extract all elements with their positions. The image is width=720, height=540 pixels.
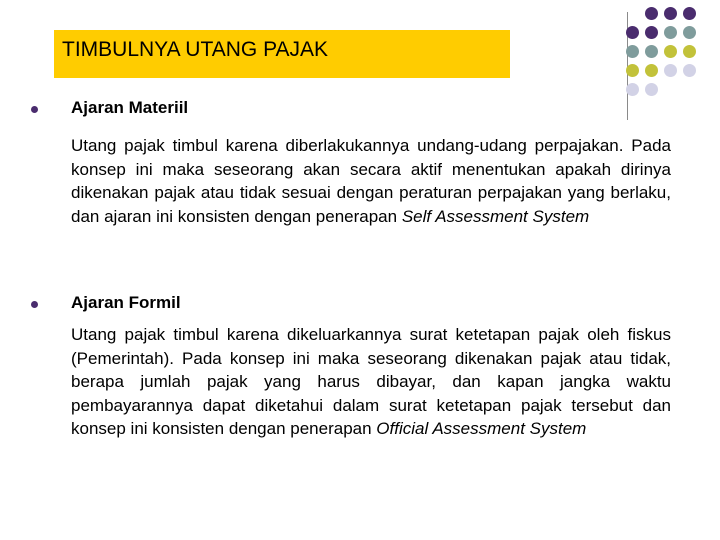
section-heading-materiil: Ajaran Materiil [71, 98, 189, 117]
decorative-dot [683, 64, 696, 77]
decorative-dot [664, 45, 677, 58]
italic-term: Official Assessment System [376, 419, 587, 439]
bullet-icon [31, 301, 38, 308]
decorative-dot [645, 26, 658, 39]
decorative-dot [683, 7, 696, 20]
decorative-dot [626, 45, 639, 58]
title-banner [54, 30, 510, 78]
italic-term: Self Assessment System [401, 206, 590, 226]
decorative-dot [664, 64, 677, 77]
decorative-dot [645, 7, 658, 20]
decorative-dot [626, 64, 639, 77]
section-heading-formil: Ajaran Formil [71, 293, 181, 312]
decorative-dot [645, 45, 658, 58]
decorative-dot [645, 64, 658, 77]
decorative-dot [626, 26, 639, 39]
decorative-dot [683, 26, 696, 39]
decorative-dot [664, 26, 677, 39]
bullet-icon [31, 106, 38, 113]
section-body-materiil: Utang pajak timbul karena diberlakukannya undang-udang perpajakan. Pada konsep ini maka seseorang akan secara aktif menentukan apakah dirinya dikenakan pajak atau tidak sesuai dengan peraturan perpajakan yang berlaku, dan ajaran ini konsisten dengan penerapan Self Assessment System [71, 136, 671, 226]
decorative-dot [626, 83, 639, 96]
slide-title: TIMBULNYA UTANG PAJAK [62, 38, 329, 61]
decorative-dot [664, 7, 677, 20]
decorative-dot [683, 45, 696, 58]
decorative-dot [645, 83, 658, 96]
section-body-formil: Utang pajak timbul karena dikeluarkannya surat ketetapan pajak oleh fiskus (Pemerintah). Pada konsep ini maka seseorang dikenakan pajak atau tidak, berapa jumlah pajak yang harus dibayar, dan kapan jangka waktu pembayarannya dapat diketahui dalam surat ketetapan pajak tersebut dan konsep ini konsisten dengan penerapan Official Assessment System [71, 325, 671, 439]
